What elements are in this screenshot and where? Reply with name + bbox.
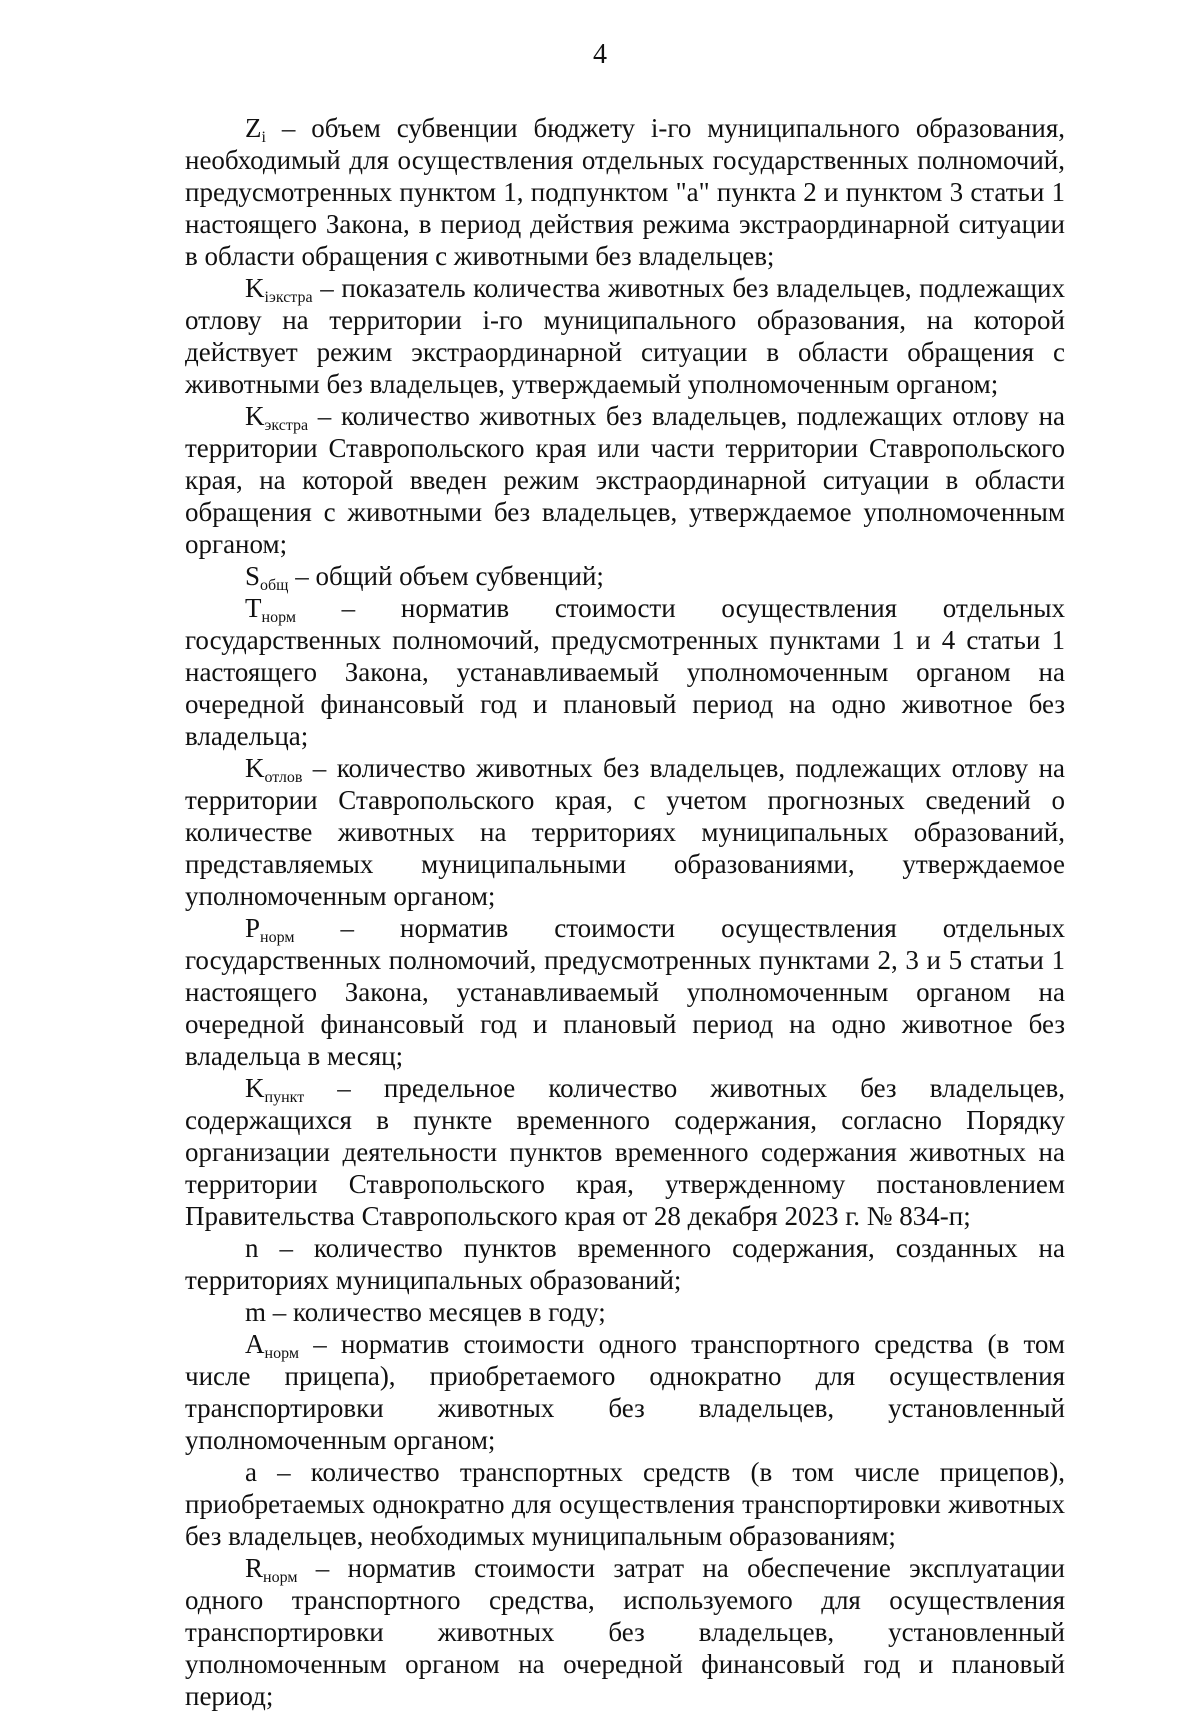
definition-text: – количество животных без владельцев, подлежащих отлову на территории Ставропольского края или части территории Ставропольского края, на которой введен режим экстраординарной ситуации в области обращения с животными без владельцев, утверждаемое уполномоченным органом; bbox=[185, 401, 1065, 559]
symbol-letter: P bbox=[245, 913, 261, 943]
definition-text: – количество животных без владельцев, подлежащих отлову на территории Ставропольского края, с учетом прогнозных сведений о количестве животных на территориях муниципальных образований, представляемых муниципальными образованиями, утверждаемое уполномоченным органом; bbox=[185, 753, 1065, 911]
symbol-subscript: пункт bbox=[264, 1089, 305, 1106]
definition-s-obshch bbox=[185, 560, 1065, 592]
symbol-subscript: отлов bbox=[264, 769, 303, 786]
definition-symbol bbox=[245, 1297, 266, 1327]
definition-a bbox=[185, 1456, 1065, 1552]
symbol-letter: K bbox=[245, 753, 265, 783]
definition-text: – количество месяцев в году; bbox=[266, 1297, 606, 1327]
definition-k-ekstra bbox=[185, 400, 1065, 560]
definition-k-iekstra bbox=[185, 272, 1065, 400]
definition-text: – норматив стоимости осуществления отдельных государственных полномочий, предусмотренных пунктами 2, 3 и 5 статьи 1 настоящего Закона, устанавливаемый уполномоченным органом на очередной финансовый год и плановый период на одно животное без владельца в месяц; bbox=[185, 913, 1065, 1071]
definition-text: – показатель количества животных без владельцев, подлежащих отлову на территории i-го муниципального образования, на которой действует режим экстраординарной ситуации в области обращения с животными без владельцев, утверждаемый уполномоченным органом; bbox=[185, 273, 1065, 399]
symbol-letter: K bbox=[245, 1073, 265, 1103]
definition-m bbox=[185, 1296, 1065, 1328]
page-number: 4 bbox=[593, 39, 607, 70]
symbol-letter: m bbox=[245, 1297, 267, 1327]
definition-symbol bbox=[245, 1073, 305, 1106]
symbol-subscript: iэкстра bbox=[264, 289, 313, 306]
symbol-subscript: общ bbox=[260, 577, 289, 594]
definition-text: – норматив стоимости осуществления отдельных государственных полномочий, предусмотренных пунктами 1 и 4 статьи 1 настоящего Закона, устанавливаемый уполномоченным органом на очередной финансовый год и плановый период на одно животное без владельца; bbox=[185, 593, 1065, 751]
definition-symbol bbox=[245, 1233, 259, 1263]
definition-a-norm bbox=[185, 1328, 1065, 1456]
definition-p-norm bbox=[185, 912, 1065, 1072]
definition-symbol bbox=[245, 1329, 299, 1362]
definition-symbol bbox=[245, 113, 266, 146]
symbol-letter: a bbox=[245, 1457, 257, 1487]
symbol-letter: K bbox=[245, 273, 265, 303]
definition-symbol bbox=[245, 401, 309, 434]
symbol-subscript: норм bbox=[263, 1569, 298, 1586]
definition-symbol bbox=[245, 1553, 298, 1586]
definition-symbol bbox=[245, 1457, 257, 1487]
definition-text: – количество транспортных средств (в том числе прицепов), приобретаемых однократно для осуществления транспортировки животных без владельцев, необходимых муниципальным образованиям; bbox=[185, 1457, 1065, 1551]
definition-text: – предельное количество животных без владельцев, содержащихся в пункте временного содержания, согласно Порядку организации деятельности пунктов временного содержания животных на территории Ставропольского края, утвержденному постановлением Правительства Ставропольского края от 28 декабря 2023 г. № 834-п; bbox=[185, 1073, 1065, 1231]
definition-text: – общий объем субвенций; bbox=[288, 561, 604, 591]
symbol-subscript: норм bbox=[260, 929, 295, 946]
definition-symbol bbox=[245, 561, 289, 594]
definition-k-otlov bbox=[185, 752, 1065, 912]
symbol-letter: A bbox=[245, 1329, 265, 1359]
definition-symbol bbox=[245, 753, 303, 786]
definition-text: – норматив стоимости одного транспортного средства (в том числе прицепа), приобретаемого однократно для осуществления транспортировки животных без владельцев, установленный уполномоченным органом; bbox=[185, 1329, 1065, 1455]
definitions-list bbox=[185, 112, 1065, 1712]
definition-t-norm bbox=[185, 592, 1065, 752]
symbol-subscript: i bbox=[261, 129, 266, 146]
symbol-subscript: норм bbox=[261, 609, 296, 626]
symbol-letter: R bbox=[245, 1553, 264, 1583]
definition-k-punkt bbox=[185, 1072, 1065, 1232]
symbol-subscript: норм bbox=[264, 1345, 299, 1362]
symbol-letter: T bbox=[245, 593, 262, 623]
definition-text: – норматив стоимости затрат на обеспечение эксплуатации одного транспортного средства, используемого для осуществления транспортировки животных без владельцев, установленный уполномоченным органом на очередной финансовый год и плановый период; bbox=[185, 1553, 1065, 1711]
definition-text: – количество пунктов временного содержания, созданных на территориях муниципальных образований; bbox=[185, 1233, 1065, 1295]
definition-z-i bbox=[185, 112, 1065, 272]
definition-symbol bbox=[245, 593, 296, 626]
definition-symbol bbox=[245, 913, 295, 946]
symbol-subscript: экстра bbox=[264, 417, 309, 434]
symbol-letter: n bbox=[245, 1233, 259, 1263]
definition-text: – объем субвенции бюджету i-го муниципального образования, необходимый для осуществления отдельных государственных полномочий, предусмотренных пунктом 1, подпунктом "а" пункта 2 и пунктом 3 статьи 1 настоящего Закона, в период действия режима экстраординарной ситуации в области обращения с животными без владельцев; bbox=[185, 113, 1065, 271]
symbol-letter: K bbox=[245, 401, 265, 431]
definition-n bbox=[185, 1232, 1065, 1296]
definition-r-norm bbox=[185, 1552, 1065, 1712]
symbol-letter: Z bbox=[245, 113, 262, 143]
symbol-letter: S bbox=[245, 561, 261, 591]
definition-symbol bbox=[245, 273, 313, 306]
